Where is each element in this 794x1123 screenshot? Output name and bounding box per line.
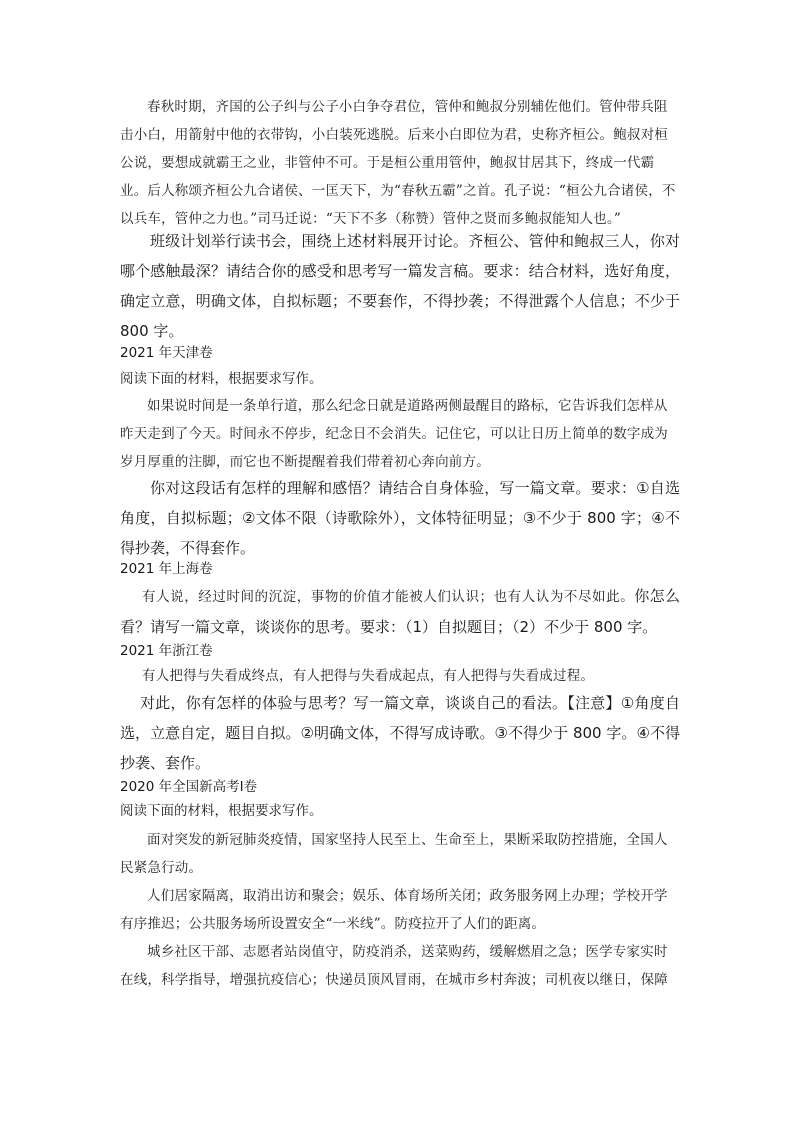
section-heading-shanghai: 2021 年上海卷 [120,561,213,577]
writing-prompt-zhejiang: 对此，你有怎样的体验与思考？写一篇文章，谈谈自己的看法。【注意】①角度自选，立意自定，题目自拟。②明确文体，不得写成诗歌。③不得少于 800 字。④不得抄袭、套作。 [120,694,680,772]
section-heading-tianjin: 2021 年天津卷 [120,345,213,361]
material-quote-2020-paragraph-2: 人们居家隔离，取消出访和聚会；娱乐、体育场所关闭；政务服务网上办理；学校开学有序推迟；公共服务场所设置安全“一米线”。防疫拉开了人们的距离。 [120,888,668,932]
writing-prompt-tianjin: 你对这段话有怎样的理解和感悟？请结合自身体验，写一篇文章。要求：①自选角度，自拟标题；②文体不限（诗歌除外），文体特征明显；③不少于 800 字；④不得抄袭，不得套作。 [120,479,680,557]
material-quote-shanghai: 有人说，经过时间的沉淀，事物的价值才能被人们认识；也有人认为不尽如此。 [142,589,635,605]
writing-prompt-shanghai: 你怎么看？请写一篇文章，谈谈你的思考。要求：（1）自拟题目；（2）不少于 800 字。 [120,587,680,636]
material-quote-qi-huangong: 春秋时期，齐国的公子纠与公子小白争夺君位，管仲和鲍叔分别辅佐他们。管仲带兵阻击小白，用箭射中他的衣带钩，小白装死逃脱。后来小白即位为君，史称齐桓公。鲍叔对桓公说，要想成就霸王之业，非管仲不可。于是桓公重用管仲，鲍叔甘居其下，终成一代霸业。后人称颂齐桓公九合诸侯、一匡天下，为“春秋五霸”之首。孔子说：“桓公九合诸侯，不以兵车，管仲之力也。”司马迁说：“天下不多（称赞）管仲之贤而多鲍叔能知人也。” [120,99,676,227]
instruction-2020: 阅读下面的材料，根据要求写作。 [120,803,323,819]
section-heading-zhejiang: 2021 年浙江卷 [120,643,213,659]
section-heading-2020-new-gaokao-1: 2020 年全国新高考Ⅰ卷 [120,779,258,795]
material-and-prompt-shanghai [120,581,680,642]
material-quote-2020-paragraph-3: 城乡社区干部、志愿者站岗值守，防疫消杀，送菜购药，缓解燃眉之急；医学专家实时在线，科学指导，增强抗疫信心；快递员顶风冒雨，在城市乡村奔波；司机夜以继日，保障 [120,944,668,988]
writing-prompt-reading-club: 班级计划举行读书会，围绕上述材料展开讨论。齐桓公、管仲和鲍叔三人，你对哪个感触最深？请结合你的感受和思考写一篇发言稿。要求：结合材料，选好角度，确定立意，明确文体，自拟标题；不要套作，不得抄袭；不得泄露个人信息；不少于 800 字。 [120,232,680,340]
material-quote-zhejiang: 有人把得与失看成终点，有人把得与失看成起点，有人把得与失看成过程。 [142,668,595,684]
material-quote-2020-paragraph-1: 面对突发的新冠肺炎疫情，国家坚持人民至上、生命至上，果断采取防控措施，全国人民紧急行动。 [120,832,668,876]
instruction-tianjin: 阅读下面的材料，根据要求写作。 [120,371,323,387]
material-quote-tianjin: 如果说时间是一条单行道，那么纪念日就是道路两侧最醒目的路标，它告诉我们怎样从昨天走到了今天。时间永不停步，纪念日不会消失。记住它，可以让日历上简单的数字成为岁月厚重的注脚，而它也不断提醒着我们带着初心奔向前方。 [120,398,668,470]
